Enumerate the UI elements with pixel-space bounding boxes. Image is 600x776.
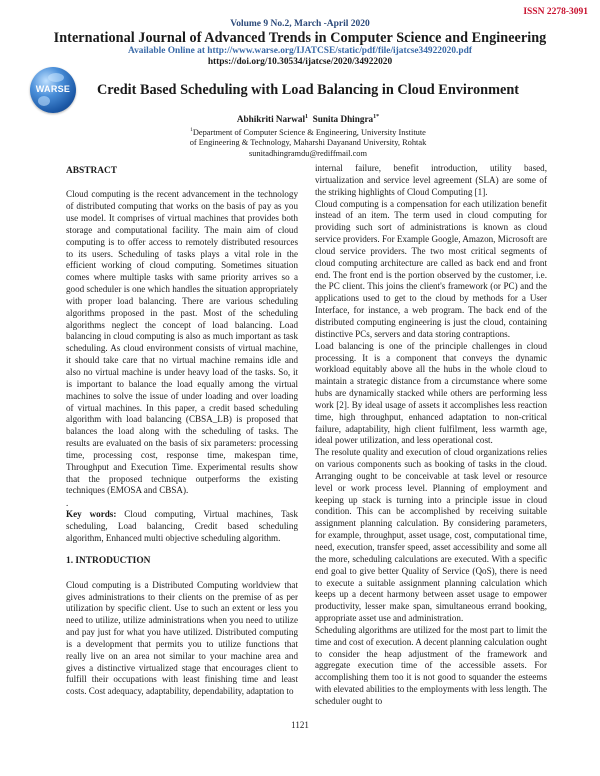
affiliation [0,125,600,159]
keywords-paragraph [66,509,298,545]
issn-label: ISSN 2278-3091 [523,7,588,17]
available-online-link[interactable]: Available Online at http://www.warse.org/IJATCSE/static/pdf/file/ijatcse34922020.pdf [128,46,472,56]
left-column [66,166,298,698]
author-list [0,114,600,124]
page-number: 1121 [291,720,309,730]
intro-paragraph: The resolute quality and execution of cloud organizations relies on various components such as booking of tasks in the cloud. Arranging ought to be conceivable at task level or resource level or work process level. Planning of employment and keeping up stack is turning into a principle issue in cloud condition. This can be accomplished by receiving suitable assignment planning calculation. By considering parameters, for example, throughput, asset usage, cost, computational time, need, execution, transfer speed, asset accessibility and some all the more, scheduling calculations are executed. With a specific end goal to give better Quality of Service (QoS), there is need to execute a suitable assignment planning calculation which keeps up a decent harmony between asset usage to empower productivity, lesser make span, simultaneous errand booking, appropriate asset use and administration. [315,447,547,624]
affiliation-line-2: of Engineering & Technology, Maharshi Dayanand University, Rohtak [189,138,427,148]
author-sup: 1 [305,114,309,120]
author-name: Sunita Dhingra [312,114,374,125]
doi-link[interactable]: https://doi.org/10.30534/ijatcse/2020/34922020 [207,57,393,67]
author-sup: 1* [373,114,380,120]
intro-paragraph: Load balancing is one of the principle challenges in cloud processing. It is a component that conveys the dynamic workload equitably above all the hubs in the whole cloud to maintain a strategic distance from a circumstance where some hubs are dynamically stacked while others are performing less work [2]. By ideal usage of assets it accomplishes less reaction time, high throughput, enhanced adaptation to non-critical failure, adaptability, high client fulfilment, less warmth age, ideal power utilization, and less operational cost. [315,340,547,446]
intro-paragraph: Scheduling algorithms are utilized for the most part to limit the time and cost of execution. A decent planning calculation ought to consider the heap adjustment of the framework and aggregate execution time of the accessible assets. For accomplishing them too it is not good to squander the esteems with elevated abilities to the employments with less length. The scheduler ought to [315,624,547,706]
globe-landmass-icon [48,73,64,82]
keywords-text: Cloud computing, Virtual machines, Task scheduling, Load balancing, Credit based scheduling algorithm, Enhanced multi objective scheduling algorithm. [66,509,298,543]
abstract-text: Cloud computing is the recent advancement in the technology of distributed computing that works on the basis of pay as you use model. It comprises of virtual machines that provides both storage and computational facility. The main aim of cloud computing is to offer access to remotely distributed resources to its users. Scheduling of tasks plays a vital role in the efficient working of cloud computing. Sometimes situation comes where multiple tasks with same priority arrives so a good scheduler is one which handles the situation appropriately with proper load balancing. There are various scheduling algorithms proposed in the past. Most of the scheduling algorithms neglect the concept of load balancing. Load balancing in cloud computing is also as much important as task scheduling. As cloud environment consists of virtual machine, it should take care that no virtual machine remains idle and also no virtual machine is under heavy load of the tasks. So, it is important to balance the load equally among the virtual machines to solve the issue of under loading and over loading of virtual machines. In this paper, a credit based scheduling algorithm with load balancing (CBSA_LB) is proposed that balances the load along with the scheduling of tasks. The results are evaluated on the basis of six parameters: processing time, processing cost, response time, makespan time, Throughput and Execution Time. Experimental results show that the proposed technique outperforms the existing techniques (EMOSA and CBSA). [66,189,298,496]
affiliation-line-1: Department of Computer Science & Engineering, University Institute [192,127,426,137]
introduction-heading: 1. INTRODUCTION [66,556,151,567]
right-column [315,163,547,708]
introduction-text-left: Cloud computing is a Distributed Computing worldview that gives administrations to their clients on the premise of as per utilization by specific client. Use to such an extent or less you need to utilize, utilize administrations when you need to utilize and pay just for what you have utilized. Distributed computing is a development that permits you to utilize functions that really live on an area not similar to your machine area and gives a distinctive virtualized stage that encourages client to fulfill their occupations with least finishing time and least costs. Cost adequacy, adaptability, dependability, adaptation to [66,579,298,697]
affiliation-sup: 1 [190,127,193,133]
volume-issue: Volume 9 No.2, March -April 2020 [230,19,370,29]
stray-dot: . [66,498,69,509]
intro-paragraph: internal failure, benefit introduction, utility based, virtualization and service level agreement (SLA) are some of the striking highlights of Cloud Computing [1]. [315,163,547,197]
author-email[interactable]: sunitadhingramdu@rediffmail.com [248,148,368,158]
abstract-heading: ABSTRACT [66,166,118,176]
author-name: Abhikriti Narwal [236,114,306,125]
intro-paragraph: Cloud computing is a compensation for each utilization benefit instead of an item. The term used in cloud computing for providing such sort of administrations is known as cloud service providers. For Example Google, Amazon, Microsoft are cloud service providers. The two most critical segments of cloud computing architecture are called as back end and front end. The front end is the portion observed by the customer, i.e. the PC client. This joins the client's framework (or PC) and the applications used to get to the cloud by methods for a User Interface, for instance, a web program. The back end of the distributed computing engineering is just the cloud, containing distinctive PCs, servers and data storing contraptions. [315,198,547,339]
paper-title: Credit Based Scheduling with Load Balancing in Cloud Environment [96,82,520,98]
logo-text: WARSE [35,84,71,94]
keywords-label: Key words: [66,509,117,520]
journal-name: International Journal of Advanced Trends in Computer Science and Engineering [53,30,547,46]
